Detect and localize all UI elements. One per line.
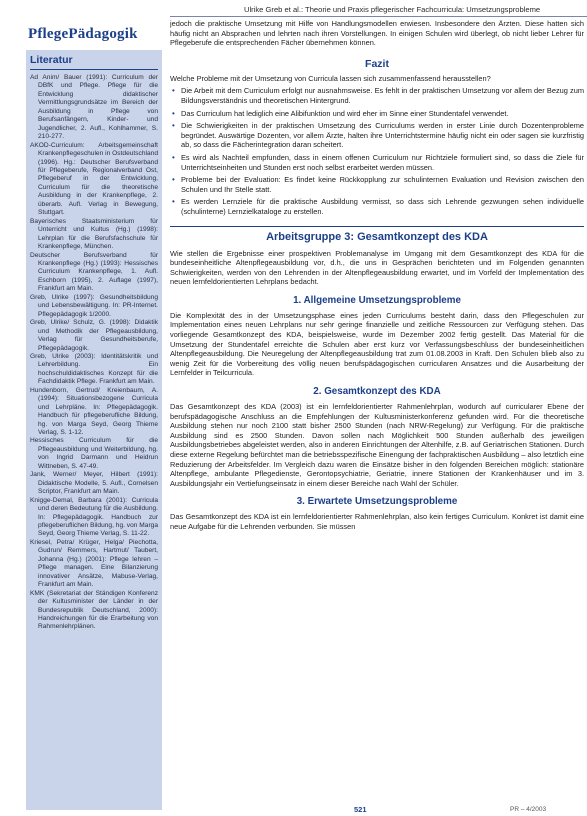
bullet-icon: • bbox=[172, 152, 175, 162]
bullet-icon: • bbox=[172, 121, 175, 131]
fazit-bullet bbox=[170, 175, 584, 194]
literature-item: AKOD-Curriculum: Arbeitsgemeinschaft Krankenpflegeschulen in Ostdeutschland (1996). Hg.: Deutscher Berufsverband für Pflegeberufe, Regionalverband Ost, Pflegeberuf in der Entwicklung, Curriculum für die theoretische Ausbildung in der Krankenpflege, 2. überarb. Aufl. Verlag in Bewegung, Stuttgart. bbox=[30, 141, 158, 217]
intro-paragraph: jedoch die praktische Umsetzung mit Hilfe von Handlungsmodellen erwiesen. Insbesondere den Ärzten. Diese hatten sich häufig nicht an Absprachen und lehrten nach ihren Vorstellungen. In einigen Schulen wird überlegt, ob nicht lieber Lehrer für Pflegeberufe die entsprechenden Fächer übernehmen können. bbox=[170, 19, 584, 48]
literature-item: Greb, Ulrike (2003): Identitätskritik und Lehrerbildung. Ein hochschuldidaktisches Konzept für die Fachdidaktik Pflege. Frankfurt am Main. bbox=[30, 352, 158, 386]
bullet-icon: • bbox=[172, 175, 175, 185]
bullet-icon: • bbox=[172, 108, 175, 118]
arbeitsgruppe-intro: Wie stellen die Ergebnisse einer prospektiven Problemanalyse im Umgang mit dem Gesamtkonzept des KDA für die bundeseinheitliche Altenpflegeausbildung vor, d.h., die uns in Gesprächen berichteten und im Folgenden genannten Schwierigkeiten, werden von den Lehrenden in der Altenpflegeausbildung erwartet, und im Vorfeld der Implementation des neuen lernfeldorientierten Lehrplans bedacht. bbox=[170, 248, 584, 287]
literature-item: KMK (Sekretariat der Ständigen Konferenz der Kultusminister der Länder in der Bundesrepublik Deutschland, 2000): Handreichungen für die Erarbeitung von Rahmenlehrplänen. bbox=[30, 589, 158, 631]
section-2-text: Das Gesamtkonzept des KDA (2003) ist ein lernfeldorientierter Rahmenlehrplan, wodurch auf curricularer Ebene der berufspädagogische Anschluss an die Empfehlungen der Kultusministerkonferenz gefunden wird. Für die theoretische Ausbildung stehen nur noch 2100 statt bisher 2500 Stunden (nach NRW-Regelung) zur Verfügung. Für die praktische Ausbildung sind es 2500 Stunden. Davon sollen nach Möglichkeit 500 Stunden außerhalb des jeweiligen Ausbildungsbetriebes abgeleistet werden, also in anderen Einrichtungen der Altenhilfe, z.B. auf Geriatrischen Stationen. Durch diese externe Regelung befürchtet man die betriebsspezifische Einengung der fachpraktischen Ausbildung – also letztlich eine Reduzierung der Arbeitsfelder. Im Vergleich dazu waren die Einsätze bisher in den folgenden Bereichen möglich: stationäre Altenpflege, ambulante Pflegedienste, Gerontopsychiatrie, Geriatrie, innere Stationen der Krankenhäuser und im 3. Ausbildungsjahr ein Vertiefungseinsatz in einem dieser Bereiche nach Wahl der Schüler. bbox=[170, 402, 584, 488]
article-body bbox=[170, 19, 584, 816]
section-3-text: Das Gesamtkonzept des KDA ist ein lernfeldorientierter Rahmenlehrplan, also kein fertiges Curriculum. Konkret ist damit eine neue Aufgabe für die Lehrenden verbunden. Sie müssen bbox=[170, 512, 584, 531]
literature-item: Deutscher Berufsverband für Krankenpflege (Hg.) (1993): Hessisches Curriculum Krankenpflege, 1. Aufl. Eschborn (1995), 2. Auflage (1997), Frankfurt am Main. bbox=[30, 251, 158, 293]
bullet-text: Die Schwierigkeiten in der praktischen Umsetzung des Curriculums werden in erster Linie durch Dozentenprobleme begründet. Auswärtige Dozenten, vor allem Ärzte, halten ihre Unterrichtstermine häufig nicht ein oder sagen sie kurzfristig ab, so dass die Fächerintegration daran scheitert. bbox=[181, 121, 584, 150]
sidebar-title: Literatur bbox=[30, 54, 73, 66]
literature-list bbox=[26, 74, 162, 632]
arbeitsgruppe-heading: Arbeitsgruppe 3: Gesamtkonzept des KDA bbox=[266, 230, 488, 243]
bullet-text: Es werden Lernziele für die praktische Ausbildung vermisst, so dass sich Lehrende gezwungen sehen individuelle (schulinterne) Lernzielkataloge zu erstellen. bbox=[181, 197, 584, 216]
bullet-text: Es wird als Nachteil empfunden, dass in einem offenen Curriculum nur Richtziele formuliert sind, so dass die Ziele für Unterrichtseinheiten und Stunden erst noch selbst erarbeitet werden müssen. bbox=[181, 152, 584, 172]
fazit-bullet bbox=[170, 86, 584, 105]
section-divider bbox=[170, 226, 584, 227]
running-head: Ulrike Greb et al.: Theorie und Praxis pflegerischer Fachcurricula: Umsetzungsprobleme bbox=[244, 5, 541, 14]
bullet-text: Die Arbeit mit dem Curriculum erfolgt nur ausnahmsweise. Es fehlt in der praktischen Umsetzung vor allem der Bezug zum Bildungsverständnis und theoretischen Hintergrund. bbox=[181, 86, 584, 105]
literature-item: Knigge-Demal, Barbara (2001): Curricula und deren Bedeutung für die Ausbildung. In: Pflegepädagogik. Handbuch zur pflegeberuflichen Bildung, hg. von Marga Seyd, Georg Thieme Verlag, S. 11-22. bbox=[30, 496, 158, 538]
literature-item: Greb, Ulrike/ Schulz, G. (1998): Didaktik und Methodik der Pflegeausbildung, Verlag für Gesundheitsberufe, Pflegepädagogik. bbox=[30, 319, 158, 352]
literature-item: Ad Anim/ Bauer (1991): Curriculum der DBfK und Pflege. Pflege für die Entwicklung didaktischer Vermittlungsgrundsätze im Bereich der Ausbildung in Pflege von Berufsanfängern, Kinder- und Jugendlicher, 2. Aufl., Kohlhammer, S. 210-277. bbox=[30, 74, 158, 141]
fazit-bullet bbox=[170, 109, 584, 119]
fazit-bullet-list bbox=[170, 86, 584, 216]
journal-brand: PflegePädagogik bbox=[28, 26, 138, 42]
header-rule bbox=[170, 16, 587, 17]
fazit-heading: Fazit bbox=[365, 57, 389, 70]
fazit-bullet bbox=[170, 121, 584, 150]
fazit-lead: Welche Probleme mit der Umsetzung von Curricula lassen sich zusammenfassend herausstellen? bbox=[170, 73, 491, 83]
page-number: 521 bbox=[354, 805, 367, 814]
literature-item: Bayerisches Staatsministerium für Unterricht und Kultus (Hg.) (1998): Lehrplan für die Berufsfachschule für Krankenpflege, München. bbox=[30, 217, 158, 251]
literature-item: Hessisches Curriculum für die Pflegeausbildung und Weiterbildung, hg. von Ingrid Darmann und Heidrun Wittneben, S. 47-49. bbox=[30, 437, 158, 470]
section-1-text: Die Komplexität des in der Umsetzungsphase eines jeden Curriculums besteht darin, dass den Pflegeschulen zur Implementation eines neuen Lehrplans nur sehr geringe finanzielle und zeitliche Ressourcen zur Verfügung stehen. Das vorliegende Gesamtkonzept des KDA, beispielsweise, wurde im Dezember 2002 fertig gestellt. Das Material für die Umsetzung der Stundentafel erreichte die Schulen aber erst kurz vor Verfassungsbeschluss der bundeseinheitlichen Altenpflegeausbildung. Die Neuregelung der Altenpflegeausbildung trat zum 01.08.2003 in Kraft. Den Schulen blieb also zu wenig Zeit für die Vorbereitung des völlig neuen berufspädagogischen curricularen Ansatzes und die Ausarbeitung der Lernfelder in Teilcurricula. bbox=[170, 310, 584, 378]
literature-item: Kriesel, Petra/ Krüger, Helga/ Piechotta, Gudrun/ Remmers, Hartmut/ Taubert, Johanna (Hg.) (2001): Pflege lehren – Pflege managen. Eine Bilanzierung innovativer Ansätze, Mabuse-Verlag, Frankfurt am Main. bbox=[30, 538, 158, 589]
bullet-icon: • bbox=[172, 86, 175, 96]
section-3-heading: 3. Erwartete Umsetzungsprobleme bbox=[296, 496, 458, 508]
literature-item: Greb, Ulrike (1997): Gesundheitsbildung und Lebensbewältigung. In: PR-Internet. Pflegepädagogik 1/2000. bbox=[30, 293, 158, 318]
fazit-bullet bbox=[170, 197, 584, 216]
literature-sidebar bbox=[26, 50, 162, 810]
literature-item: Jank, Werner/ Meyer, Hilbert (1991): Didaktische Modelle, 5. Aufl., Cornelsen Scriptor, Frankfurt am Main. bbox=[30, 471, 158, 496]
bullet-text: Probleme bei der Evaluation: Es findet keine Rückkopplung zur schulinternen Evaluation und Revision zwischen den Schulen und Ihr Stelle statt. bbox=[181, 175, 584, 194]
section-1-heading: 1. Allgemeine Umsetzungsprobleme bbox=[293, 294, 461, 306]
sidebar-divider bbox=[30, 69, 158, 70]
literature-item: Hundenborn, Gertrud/ Kreienbaum, A. (1994): Situationsbezogene Curricula und Lehrpläne. In: Pflegepädagogik. Handbuch für pflegeberufliche Bildung, hg. von Marga Seyd, Georg Thieme Verlag, S. 1-12. bbox=[30, 386, 158, 437]
bullet-text: Das Curriculum hat lediglich eine Alibifunktion und wird eher im Sinne einer Stundentafel verwendet. bbox=[181, 108, 509, 118]
bullet-icon: • bbox=[172, 197, 175, 207]
section-2-heading: 2. Gesamtkonzept des KDA bbox=[313, 386, 441, 398]
issue-folio: PR – 4/2003 bbox=[510, 806, 547, 813]
fazit-bullet bbox=[170, 153, 584, 172]
